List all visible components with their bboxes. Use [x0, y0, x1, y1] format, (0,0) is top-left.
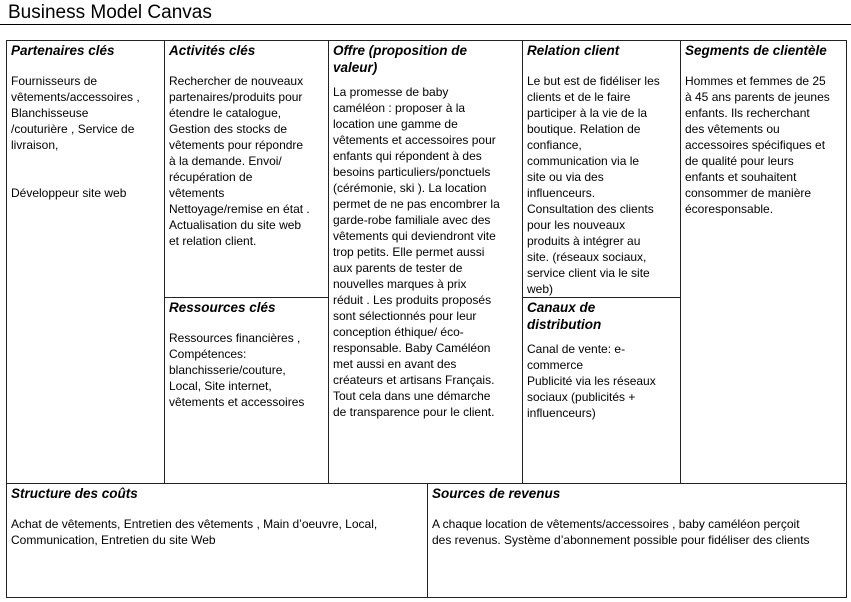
block-activites	[164, 40, 330, 299]
block-heading: Canaux de distribution	[527, 300, 602, 332]
block-text: Achat de vêtements, Entretien des vêtements , Main d’oeuvre, Local, Communication, Entretien du site Web	[11, 517, 378, 547]
block-couts	[6, 483, 429, 598]
block-ressources	[164, 297, 330, 485]
block-text: Fournisseurs de vêtements/accessoires , Blanchisseuse /couturière , Service de livraison, Développeur site web	[11, 74, 140, 200]
block-text: Hommes et femmes de 25 à 45 ans parents de jeunes enfants. Ils recherchant des vêtements ou accessoires spécifiques et de qualité pour leurs enfants et souhaitent consommer de manière écoresponsable.	[685, 74, 830, 216]
block-segments	[680, 40, 847, 485]
block-offre	[328, 40, 524, 485]
block-text: A chaque location de vêtements/accessoires , baby caméléon perçoit des revenus. Système d’abonnement possible pour fidéliser des clients	[432, 517, 810, 547]
block-heading: Sources de revenus	[432, 486, 561, 501]
block-relation	[522, 40, 682, 299]
document-title: Business Model Canvas	[8, 2, 212, 23]
block-heading: Structure des coûts	[11, 486, 138, 501]
block-text: Canal de vente: e- commerce Publicité via les réseaux sociaux (publicités + influenceurs)	[527, 342, 656, 420]
block-canaux	[522, 297, 682, 485]
block-partenaires	[6, 40, 166, 485]
block-heading: Activités clés	[169, 43, 256, 58]
block-text: Rechercher de nouveaux partenaires/produits pour étendre le catalogue, Gestion des stocks de vêtements pour répondre à la demande. Envoi/ récupération de vêtements Nettoyage/remise en état . Actualisation du site web et relation client.	[169, 74, 310, 248]
title-underline	[0, 24, 851, 25]
block-heading: Partenaires clés	[11, 43, 115, 58]
block-heading: Offre (proposition de valeur)	[333, 43, 467, 75]
block-heading: Relation client	[527, 43, 620, 58]
block-heading: Ressources clés	[169, 300, 276, 315]
block-text: Ressources financières , Compétences: blanchisserie/couture, Local, Site internet, vêtements et accessoires	[169, 331, 305, 409]
block-text: Le but est de fidéliser les clients et de le faire participer à la vie de la boutique. Relation de confiance, communication via le site ou via des influenceurs. Consultation des clients pour les nouveaux produits à intégrer au site. (réseaux sociaux, service client via le site web)	[527, 74, 660, 296]
block-text: La promesse de baby caméléon : proposer à la location une gamme de vêtements et accessoires pour enfants qui répondent à des besoins particuliers/ponctuels (cérémonie, ski ). La location permet de ne pas encombrer la garde-robe familiale avec des vêtements qui deviendront vite trop petits. Elle permet aussi aux parents de tester de nouvelles marques à prix réduit . Les produits proposés sont sélectionnés pour leur conception éthique/ éco- responsable. Baby Caméléon met aussi en avant des créateurs et artisans Français. Tout cela dans une démarche de transparence pour le client.	[333, 85, 500, 419]
block-revenus	[427, 483, 847, 598]
block-heading: Segments de clientèle	[685, 43, 827, 58]
